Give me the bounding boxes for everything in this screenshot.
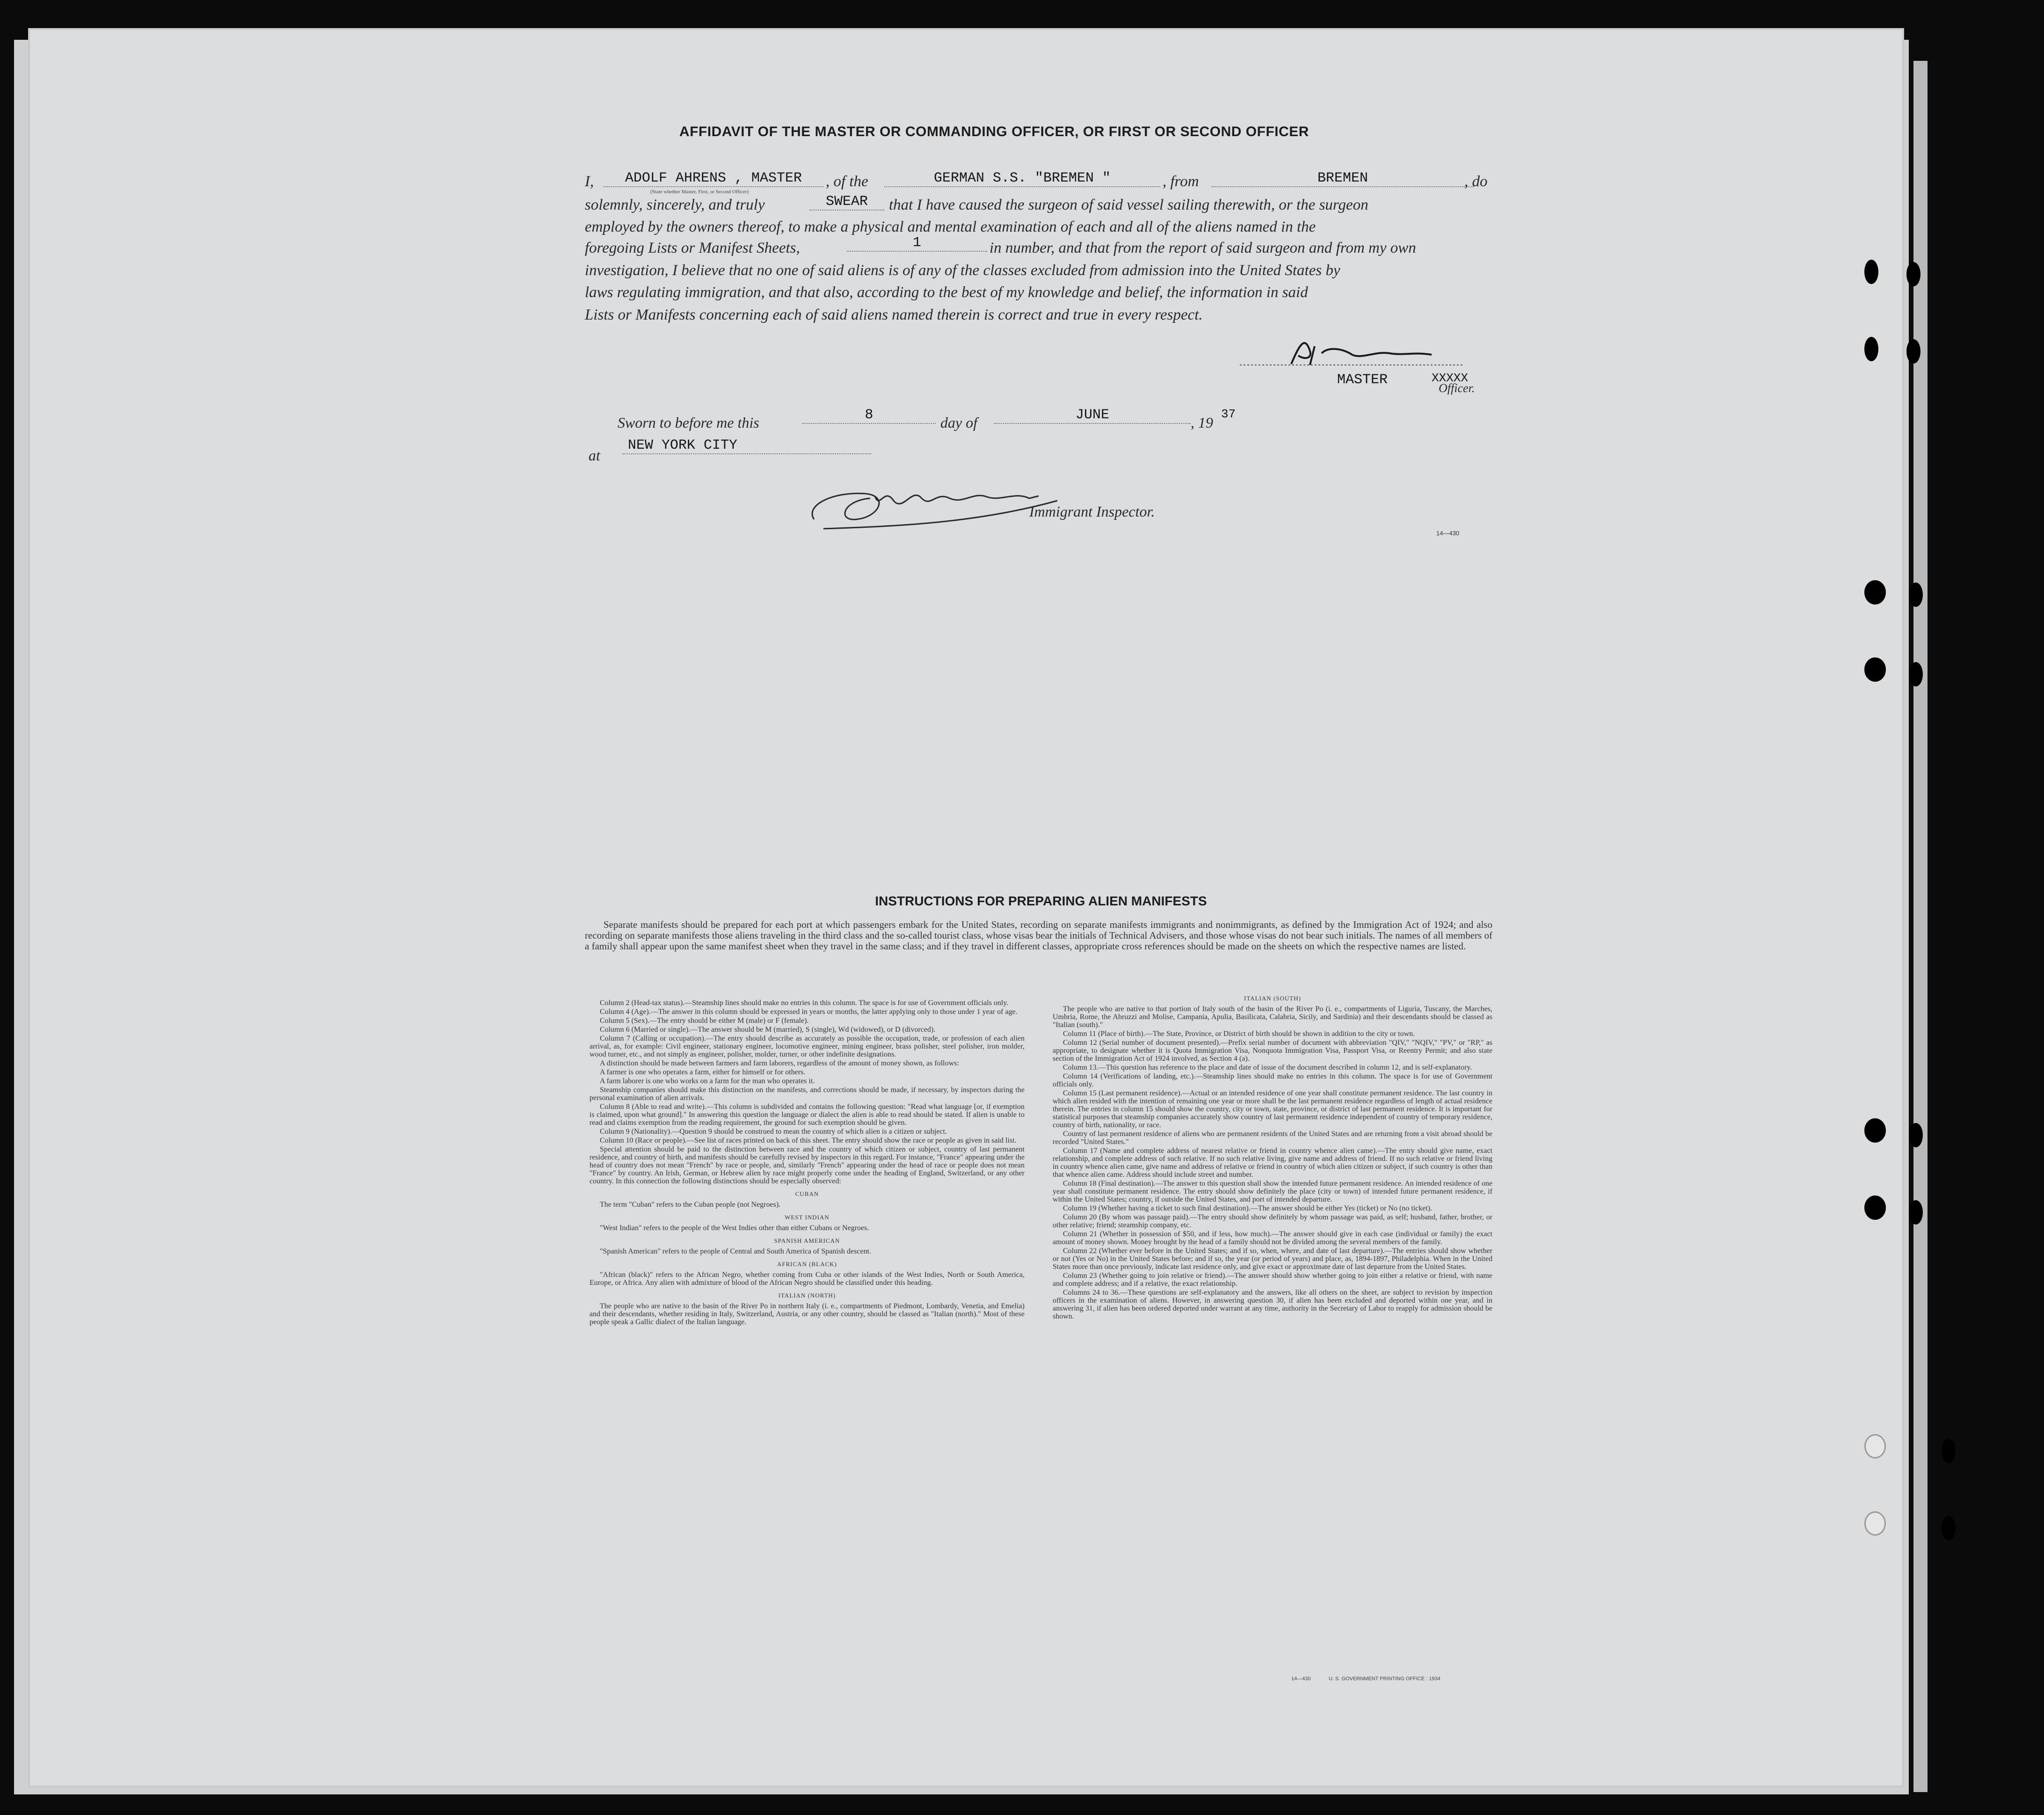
punch-hole — [1909, 1123, 1923, 1147]
spanish-american-text: "Spanish American" refers to the people of Central and South America of Spanish descent. — [600, 1247, 872, 1255]
sworn-place: NEW YORK CITY — [622, 437, 871, 454]
struck-officer-type: XXXXX — [1432, 371, 1469, 385]
punch-hole — [1909, 583, 1923, 607]
instruction-paragraph: Steamship companies should make this distinction on the manifests, and corrections should be made, if necessary, by inspectors during the personal examination of alien arrivals. — [589, 1086, 1025, 1102]
instruction-paragraph: Column 10 (Race or people).—See list of races printed on back of this sheet. The entry should show the race or people as given in said list. — [600, 1137, 1017, 1144]
instruction-paragraph: Column 8 (Able to read and write).—This column is subdivided and contains the following question: "Read what language [or, if exemption is claimed, upon what ground]." In answering this question the language or dialect the alien is able to read should be stated. If alien is unable to read and claims exemption from the reading requirement, the ground for such exemption should be given. — [589, 1103, 1025, 1127]
punch-hole — [1909, 662, 1923, 686]
swear-word: SWEAR — [809, 194, 884, 211]
heading-cuban: CUBAN — [795, 1190, 819, 1197]
instruction-paragraph: Special attention should be paid to the distinction between race and the country of which citizen or subject, country of last permanent residence, and country of birth, and manifests should be carefully revised by inspectors in this regard. For instance, "France" appearing under the head of country does not mean "French" by race or people, and, similarly "French" appearing under the head of race or people does not mean "France" by country. An Irish, German, or Hebrew alien by race might properly come under the heading of England, Switzerland, or any other country. In this connection the following distinctions should be especially observed: — [589, 1145, 1025, 1185]
line2-text: that I have caused the surgeon of said vessel sailing therewith, or the surgeon — [889, 197, 1368, 213]
instruction-paragraph: Column 15 (Last permanent residence).—Actual or an intended residence of one year shall constitute permanent residence. The last country in which alien resided with the intention of remaining one year or more shall be the last permanent residence regardless of length of actual residence therein. The entries in column 15 should show the country, city or town, state, province, or district of last permanent residence. It is important for statistical purposes that steamship companies accurately show country of last permanent residence independent of country of temporary residence, country of birth, nationality, or race. — [1053, 1089, 1492, 1129]
african-text: "African (black)" refers to the African Negro, whether coming from Cuba or other islands of the West Indies, North or South America, Europe, or Africa. Any alien with admixture of blood of the African Negro should be classified under this heading. — [589, 1271, 1025, 1287]
master-signature — [1235, 332, 1469, 374]
punch-hole — [1942, 1516, 1956, 1540]
punch-hole — [1864, 337, 1878, 361]
punch-hole-ring — [1864, 1511, 1886, 1536]
right-paragraphs — [1053, 1005, 1492, 1320]
affidavit-line-5: investigation, I believe that no one of said aliens is of any of the classes excluded from admission into the United States by — [585, 262, 1340, 279]
instruction-paragraph: Column 22 (Whether ever before in the United States; and if so, when, where, and date of last departure).—The entries should show whether or not (Yes or No) in the United States before; and if so, the year (or period of years) and place, as, 1894-1897, Philadelphia. When in the United States more than once previously, indicate last residence only, and give exact or approximate date of last departure from the United States. — [1053, 1247, 1492, 1271]
day-of-label: day of — [940, 414, 978, 431]
line4-text: in number, and that from the report of said surgeon and from my own — [989, 240, 1416, 256]
instruction-paragraph: The people who are native to that portion of Italy south of the basin of the River Po (i. e., compartments of Liguria, Tuscany, the Marches, Umbria, Rome, the Abruzzi and Molise, Campania, Apulia, Basilicata, Calabria, Sicily, and Sardinia) and their descendants should be classed as "Italian (south)." — [1053, 1005, 1492, 1029]
instruction-paragraph: Column 21 (Whether in possession of $50, and if less, how much).—The answer should give in each case (individual or family) the exact amount of money shown. Money brought by the head of a family should not be divided among the several members of the family. — [1053, 1230, 1492, 1246]
from-label: , from — [1163, 173, 1199, 190]
instructions-intro: Separate manifests should be prepared for each port at which passengers embark for the United States, recording on separate manifests immigrants and nonimmigrants, as defined by the Immigration Act of 1924; and also recording on separate manifests those aliens traveling in the third class and the so-called tourist class, whose visas bear the initials of Technical Advisers, and those whose visas do not bear such initials. The names of all members of a family shall appear upon the same manifest sheet when they travel in the same class; and if they travel in different classes, appropriate cross references should be made on the sheets on which the respective names are listed. — [585, 919, 1492, 952]
instruction-paragraph: Column 7 (Calling or occupation).—The entry should describe as accurately as possible the occupation, trade, or profession of each alien arrival, as, for example: Civil engineer, stationary engineer, locomotive engineer, mining engineer, brass polisher, steel polisher, iron molder, wood turner, etc., and not simply as engineer, polisher, molder, turner, or other indefinite designations. — [589, 1035, 1025, 1058]
heading-west-indian: WEST INDIAN — [785, 1214, 829, 1221]
heading-spanish-american: SPANISH AMERICAN — [774, 1237, 840, 1244]
sworn-day: 8 — [802, 407, 936, 424]
affidavit-line-3: employed by the owners thereof, to make a physical and mental examination of each and all of the aliens named in the — [585, 219, 1316, 235]
form-number-top: 14—430 — [1436, 530, 1460, 537]
instruction-paragraph: Column 19 (Whether having a ticket to such final destination).—The answer should be either Yes (ticket) or No (no ticket). — [1063, 1204, 1433, 1212]
punch-hole — [1864, 260, 1878, 284]
italian-north-text: The people who are native to the basin of the River Po in northern Italy (i. e., compartments of Piedmont, Lombardy, Venetia, and Emelia) and their descendants, whether residing in Italy, Switzerland, Austria, or any other country, should be classed as "Italian (north)." Most of these people speak a Gallic dialect of the Italian language. — [589, 1302, 1025, 1326]
instruction-paragraph: Column 9 (Nationality).—Question 9 should be construed to mean the country of which alien is a citizen or subject. — [600, 1128, 947, 1136]
instructions-title: INSTRUCTIONS FOR PREPARING ALIEN MANIFESTS — [875, 894, 1207, 908]
year-suffix: 37 — [1221, 407, 1236, 421]
printer-line: U. S. GOVERNMENT PRINTING OFFICE : 1934 — [1329, 1676, 1440, 1682]
do-label: , do — [1464, 173, 1488, 190]
affidavit-line-6: laws regulating immigration, and that also, according to the best of my knowledge and belief, the information in said — [585, 284, 1308, 301]
sworn-label: Sworn to before me this — [618, 414, 759, 431]
year-prefix: , 19 — [1191, 414, 1213, 431]
instruction-paragraph: A distinction should be made between farmers and farm laborers, regardless of the amount of money shown, as follows: — [600, 1059, 959, 1067]
instruction-paragraph: Column 5 (Sex).—The entry should be either M (male) or F (female). — [600, 1017, 809, 1025]
instruction-paragraph: Column 12 (Serial number of document presented).—Prefix serial number of document with abbreviation "QIV," "NQIV," "PV," or "RP," as appropriate, to designate whether it is Quota Immigration Visa, Nonquota Immigration Visa, Passport Visa, or Reentry Permit; and also state section of the Immigration Act of 1924 involved, as Section 4 (a). — [1053, 1039, 1492, 1063]
instructions-left-column — [589, 999, 1025, 1327]
line2-text: solemnly, sincerely, and truly — [585, 197, 765, 213]
instruction-paragraph: Column 4 (Age).—The answer in this column should be expressed in years or months, the latter applying only to those under 1 year of age. — [600, 1008, 1018, 1016]
punch-hole — [1906, 339, 1920, 364]
rank-label: MASTER — [1337, 372, 1388, 388]
instruction-paragraph: Column 13.—This question has reference to the place and date of issue of the document described in column 12, and is self-explanatory. — [1063, 1064, 1472, 1072]
punch-hole — [1864, 1195, 1886, 1220]
sheet-edge — [1913, 61, 1928, 1792]
instruction-paragraph: Column 6 (Married or single).—The answer should be M (married), S (single), Wd (widowed), or D (divorced). — [600, 1026, 936, 1034]
instruction-paragraph: A farm laborer is one who works on a farm for the man who operates it. — [600, 1077, 815, 1085]
punch-hole-ring — [1864, 1434, 1886, 1458]
instruction-paragraph: Column 18 (Final destination).—The answer to this question shall show the intended future permanent residence. An intended residence of one year shall constitute permanent residence. The entry should show definitely the place (city or town) of intended future permanent residence, if within the United States; country, if outside the United States, and port of intended departure. — [1053, 1180, 1492, 1203]
punch-hole — [1864, 657, 1886, 682]
inspector-label: Immigrant Inspector. — [1029, 503, 1155, 520]
instruction-paragraph: Column 11 (Place of birth).—The State, Province, or District of birth should be shown in addition to the city or town. — [1063, 1030, 1415, 1038]
instruction-paragraph: Columns 24 to 36.—These questions are self-explanatory and the answers, like all others on the sheet, are subject to revision by inspection officers in the examination of aliens. However, in answering question 30, if alien has been excluded and deported within one year, and in answering 31, if alien has been ordered deported under warrant at any time, authority in the Secretary of Labor to reapply for admission should be shown. — [1053, 1289, 1492, 1320]
west-indian-text: "West Indian" refers to the people of the West Indies other than either Cubans or Negroes. — [600, 1224, 869, 1232]
master-name: ADOLF AHRENS , MASTER — [604, 170, 823, 187]
officer-label: Officer. — [1439, 381, 1475, 395]
master-note: (State whether Master, First, or Second Officer) — [650, 189, 749, 195]
of-the: , of the — [826, 173, 868, 190]
punch-hole — [1864, 580, 1886, 605]
affidavit-i: I, — [585, 173, 594, 190]
instruction-paragraph: Column 23 (Whether going to join relative or friend).—The answer should show whether going to join either a relative or friend, with name and complete address; and if a relative, the exact relationship. — [1053, 1272, 1492, 1288]
instruction-paragraph: Column 20 (By whom was passage paid).—The entry should show definitely by whom passage was paid, as self; husband, father, brother, or other relative; friend; steamship company, etc. — [1053, 1213, 1492, 1229]
affidavit-line-7: Lists or Manifests concerning each of said aliens named therein is correct and true in every respect. — [585, 306, 1203, 323]
line4-text: foregoing Lists or Manifest Sheets, — [585, 240, 800, 256]
sheet-count: 1 — [847, 235, 987, 252]
instruction-paragraph: Column 2 (Head-tax status).—Steamship lines should make no entries in this column. The space is for use of Government officials only. — [600, 999, 1009, 1007]
punch-hole — [1909, 1200, 1923, 1225]
instruction-paragraph: A farmer is one who operates a farm, either for himself or for others. — [600, 1068, 806, 1076]
affidavit-title: AFFIDAVIT OF THE MASTER OR COMMANDING OFFICER, OR FIRST OR SECOND OFFICER — [679, 124, 1309, 139]
sworn-month: JUNE — [994, 407, 1191, 424]
punch-hole — [1864, 1118, 1886, 1143]
instruction-paragraph: Country of last permanent residence of aliens who are permanent residents of the United States and are returning from a visit abroad should be recorded "United States." — [1053, 1130, 1492, 1146]
at-label: at — [589, 447, 600, 464]
heading-italian-north: ITALIAN (NORTH) — [778, 1292, 836, 1299]
left-paragraphs — [589, 999, 1025, 1185]
instruction-paragraph: Column 14 (Verifications of landing, etc.).—Steamship lines should make no entries in this column. The space is for use of Government officials only. — [1053, 1072, 1492, 1088]
port-name: BREMEN — [1212, 170, 1474, 187]
form-number-bottom: 14—430 — [1291, 1676, 1311, 1682]
punch-hole — [1906, 262, 1920, 286]
punch-hole — [1942, 1439, 1956, 1463]
cuban-text: The term "Cuban" refers to the Cuban people (not Negroes). — [600, 1201, 781, 1209]
heading-african: AFRICAN (BLACK) — [777, 1261, 837, 1268]
vessel-name: GERMAN S.S. "BREMEN " — [884, 170, 1160, 187]
instruction-paragraph: Column 17 (Name and complete address of nearest relative or friend in country whence alien came).—The entry should give name, exact relationship, and complete address of such relative. If no such relative living, give name and address of friend. If no such relative or friend living in country whence alien came, give name and address of relative or friend in country of which alien citizen or subject, if such country is other than that whence alien came. Address should include street and number. — [1053, 1147, 1492, 1179]
instructions-right-column — [1053, 994, 1492, 1321]
heading-italian-south: ITALIAN (SOUTH) — [1244, 995, 1301, 1002]
